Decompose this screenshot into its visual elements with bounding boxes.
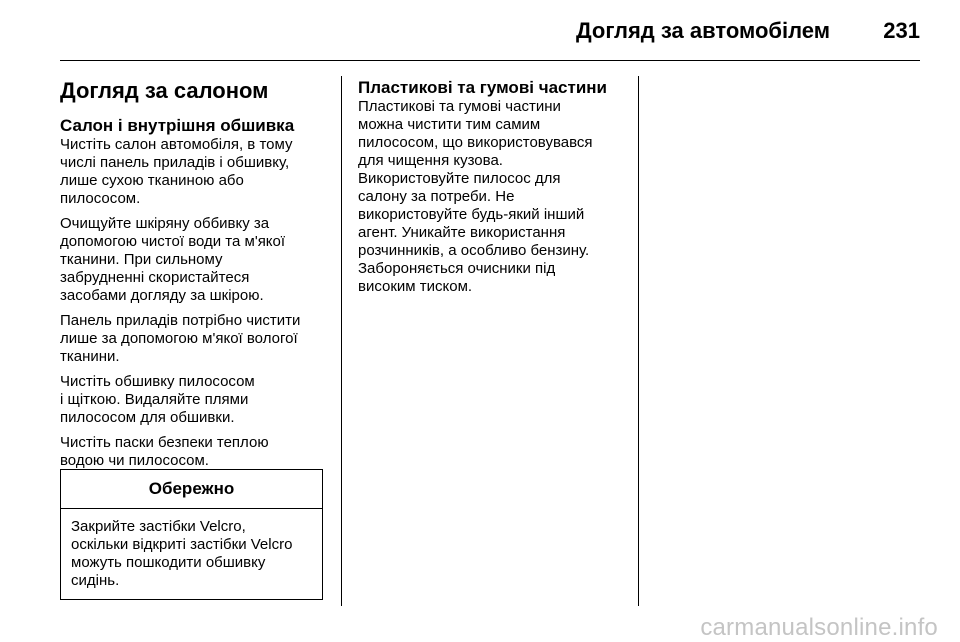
- caution-text: Закрийте застібки Velcro, оскільки відкриті застібки Velcro можуть пошкодити обшивку сидінь.: [71, 518, 293, 589]
- paragraph: Чистіть обшивку пилососом і щіткою. Видаляйте плями пилососом для обшивки.: [60, 373, 255, 426]
- caution-box: [60, 469, 323, 600]
- page-number: 231: [883, 18, 920, 43]
- caution-title: Обережно: [61, 470, 322, 509]
- column-divider-left: [341, 76, 342, 606]
- paragraph: Пластикові та гумові частини можна чистити тим самим пилососом, що використовувався для чищення кузова. Використовуйте пилосос для салону за потреби. Не використовуйте будь-який інший агент. Уникайте використання розчинників, а особливо бензину. Забороняється очисники під високим тиском.: [358, 98, 593, 295]
- watermark-text: carmanualsonline.info: [700, 614, 938, 641]
- paragraph: Чистіть салон автомобіля, в тому числі панель приладів і обшивку, лише сухою тканиною або пилососом.: [60, 136, 293, 207]
- left-column: [60, 78, 328, 477]
- subsection-title-interior: Салон і внутрішня обшивка: [60, 116, 295, 135]
- subsection-title-plastic-rubber: Пластикові та гумові частини: [358, 78, 607, 97]
- header-divider: [60, 60, 920, 61]
- paragraph: Чистіть паски безпеки теплою водою чи пилососом.: [60, 434, 269, 469]
- running-header-title: Догляд за автомобілем: [575, 18, 830, 43]
- column-divider-right: [638, 76, 639, 606]
- paragraph: Панель приладів потрібно чистити лише за допомогою м'якої вологої тканини.: [60, 312, 301, 365]
- section-title: Догляд за салоном: [60, 78, 269, 103]
- middle-column: [358, 78, 628, 303]
- paragraph: Очищуйте шкіряну оббивку за допомогою чистої води та м'якої тканини. При сильному забрудненні скористайтеся засобами догляду за шкірою.: [60, 215, 286, 304]
